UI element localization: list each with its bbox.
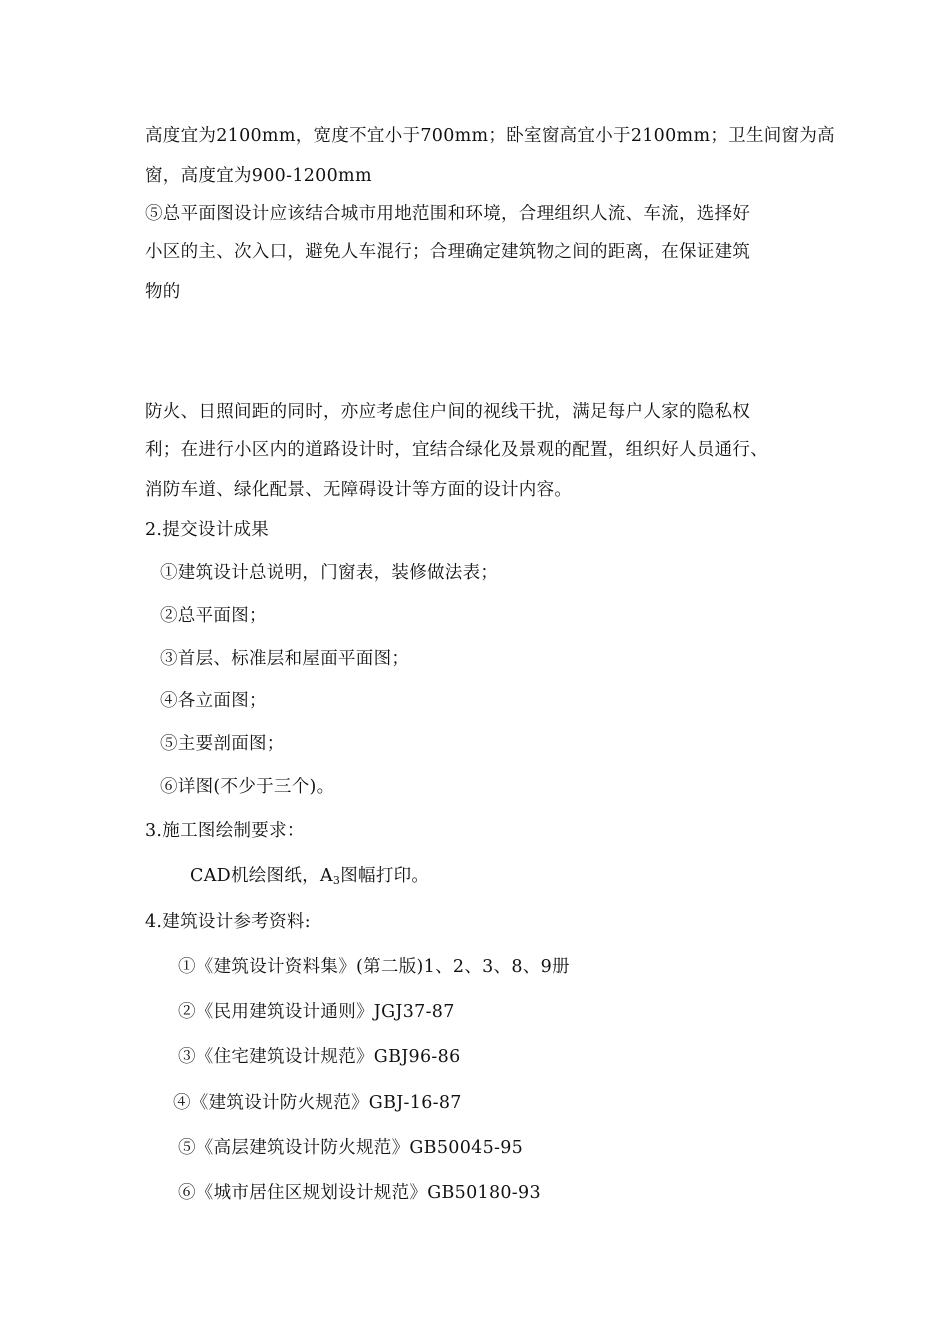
list-item: ④各立面图；	[160, 691, 267, 711]
list-item: ①建筑设计总说明，门窗表，装修做法表；	[160, 563, 499, 583]
reference-item: ④《建筑设计防火规范》GBJ-16-87	[173, 1093, 462, 1113]
paragraph-line: 利；在进行小区内的道路设计时，宜结合绿化及景观的配置，组织好人员通行、	[145, 440, 768, 460]
paragraph-line: ⑤总平面图设计应该结合城市用地范围和环境，合理组织人流、车流，选择好	[145, 204, 751, 224]
drawing-requirement	[190, 864, 429, 893]
reference-item: ②《民用建筑设计通则》JGJ37-87	[178, 1002, 455, 1022]
section-heading: 3.施工图绘制要求：	[145, 821, 305, 841]
paragraph-line: 防火、日照间距的同时，亦应考虑住户间的视线干扰，满足每户人家的隐私权	[145, 402, 751, 422]
reference-item: ⑥《城市居住区规划设计规范》GB50180-93	[178, 1183, 541, 1203]
reference-item: ③《住宅建筑设计规范》GBJ96-86	[178, 1047, 461, 1067]
list-item: ⑤主要剖面图；	[160, 734, 285, 754]
reference-item: ①《建筑设计资料集》(第二版)1、2、3、8、9册	[178, 957, 570, 977]
list-item: ③首层、标准层和屋面平面图；	[160, 649, 410, 669]
requirement-text: 图幅打印。	[340, 866, 430, 886]
reference-item: ⑤《高层建筑设计防火规范》GB50045-95	[178, 1138, 524, 1158]
paragraph-line: 消防车道、绿化配景、无障碍设计等方面的设计内容。	[145, 480, 573, 500]
list-item: ②总平面图；	[160, 606, 267, 626]
paragraph-line: 小区的主、次入口，避免人车混行；合理确定建筑物之间的距离，在保证建筑	[145, 242, 751, 262]
paragraph-line: 物的	[145, 282, 181, 302]
requirement-text: CAD机绘图纸，A	[190, 866, 333, 886]
paragraph-line: 高度宜为2100mm，宽度不宜小于700mm；卧室窗高宜小于2100mm；卫生间窗为高	[145, 126, 835, 146]
section-heading: 2.提交设计成果	[145, 520, 270, 540]
list-item: ⑥详图(不少于三个)。	[160, 777, 335, 797]
paper-size-subscript: 3	[332, 874, 341, 887]
paragraph-line: 窗，高度宜为900-1200mm	[145, 166, 372, 186]
section-heading: 4.建筑设计参考资料:	[145, 912, 311, 932]
